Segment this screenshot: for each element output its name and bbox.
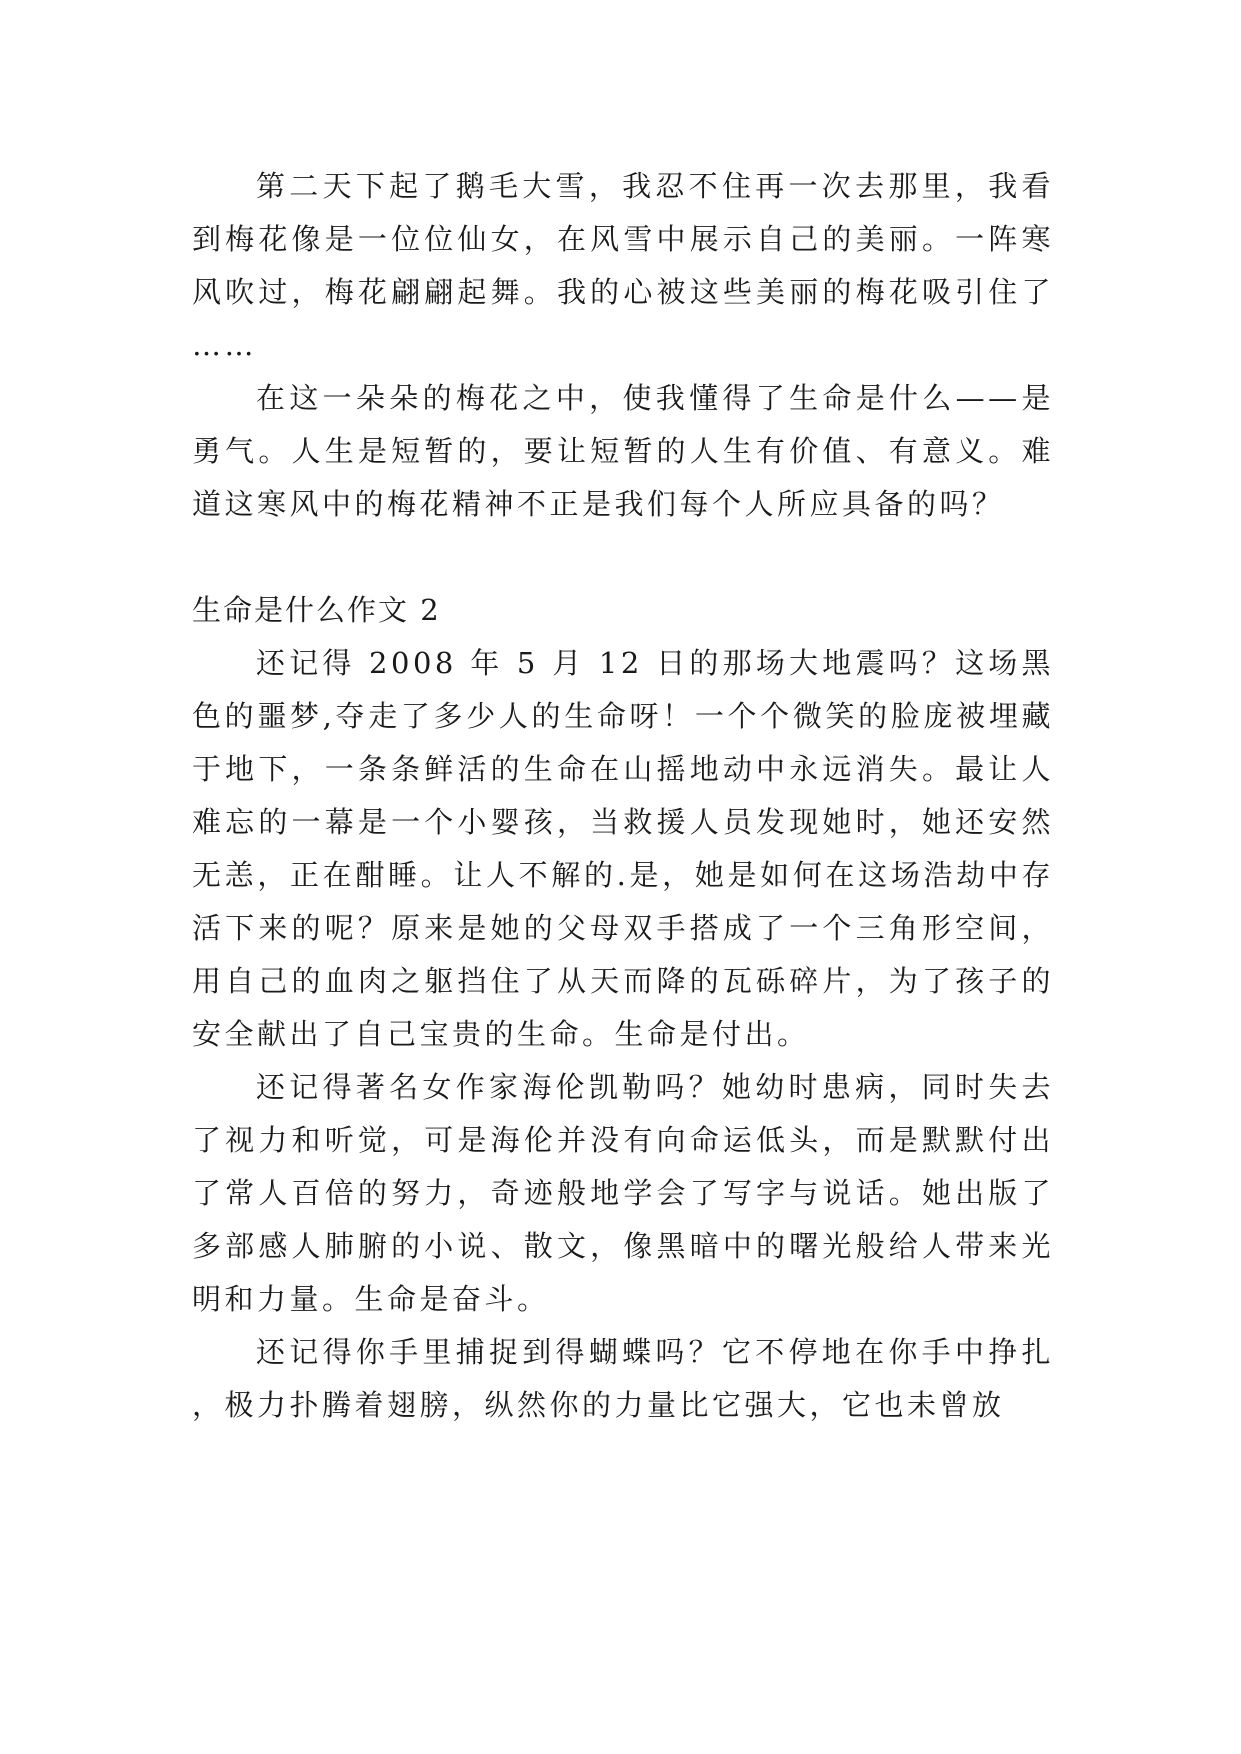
paragraph-plum-courage: 在这一朵朵的梅花之中，使我懂得了生命是什么——是勇气。人生是短暂的，要让短暂的人生有价值、有意义。难道这寒风中的梅花精神不正是我们每个人所应具备的吗？	[192, 381, 1054, 521]
paragraph-earthquake: 还记得 2008 年 5 月 12 日的那场大地震吗？这场黑色的噩梦,夺走了多少人的生命呀！一个个微笑的脸庞被埋藏于地下，一条条鲜活的生命在山摇地动中永远消失。最让人难忘的一幕是一个小婴孩，当救援人员发现她时，她还安然无恙，正在酣睡。让人不解的.是，她是如何在这场浩劫中存活下来的呢？原来是她的父母双手搭成了一个三角形空间，用自己的血肉之躯挡住了从天而降的瓦砾碎片，为了孩子的安全献出了自己宝贵的生命。生命是付出。	[192, 646, 1054, 1051]
section-title: 生命是什么作文 2	[192, 593, 441, 627]
paragraph-butterfly: 还记得你手里捕捉到得蝴蝶吗？它不停地在你手中挣扎，极力扑腾着翅膀，纵然你的力量比它强大，它也未曾放	[192, 1335, 1054, 1422]
paragraph-helen-keller: 还记得著名女作家海伦凯勒吗？她幼时患病，同时失去了视力和听觉，可是海伦并没有向命运低头，而是默默付出了常人百倍的努力，奇迹般地学会了写字与说话。她出版了多部感人肺腑的小说、散文，像黑暗中的曙光般给人带来光明和力量。生命是奋斗。	[192, 1070, 1054, 1316]
document-body	[192, 160, 1054, 1432]
paragraph-plum-snow: 第二天下起了鹅毛大雪，我忍不住再一次去那里，我看到梅花像是一位位仙女，在风雪中展示自己的美丽。一阵寒风吹过，梅花翩翩起舞。我的心被这些美丽的梅花吸引住了……	[192, 169, 1054, 362]
